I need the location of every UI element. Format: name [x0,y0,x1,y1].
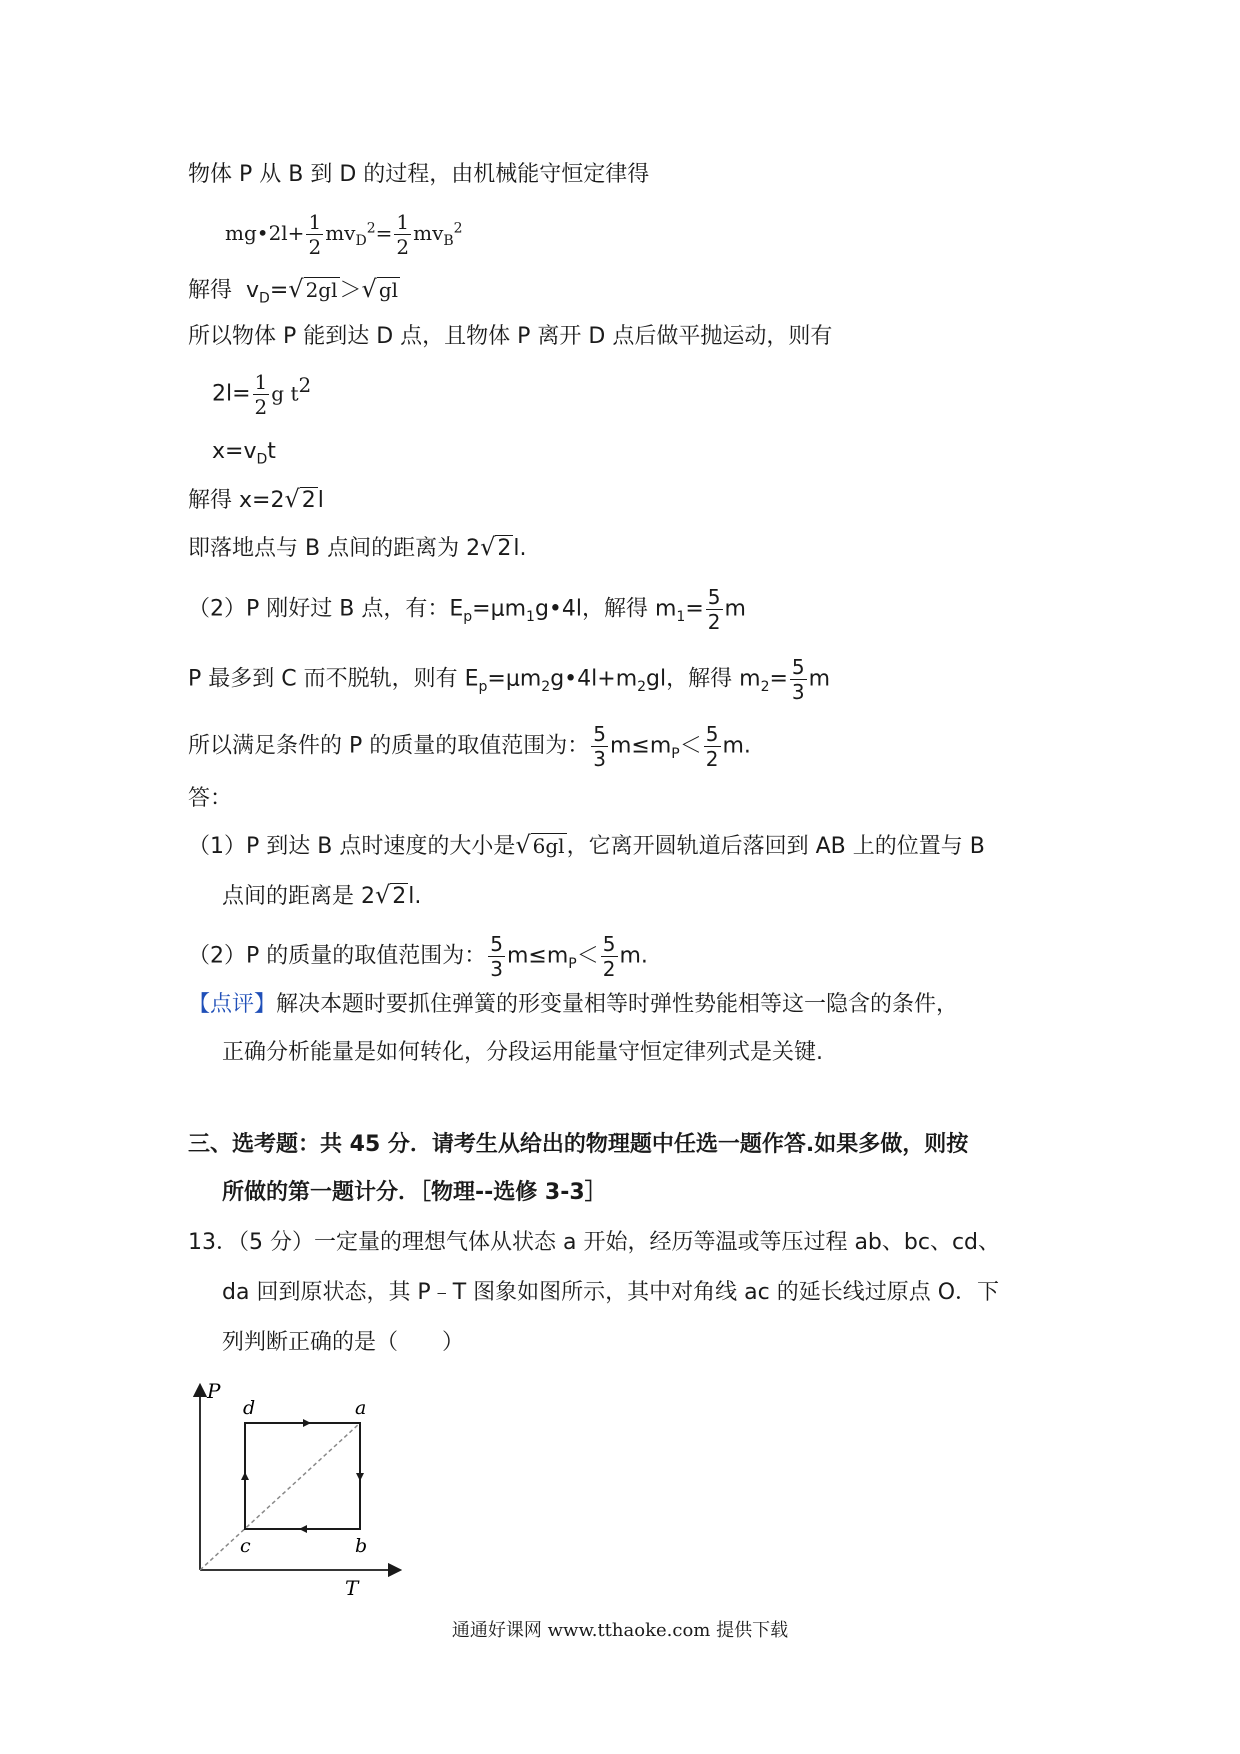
solution-vd: 解得 $v_D=√$ 2gl＞√ gl [188,275,399,307]
question-13-cont: 列判断正确的是（ ） [222,1330,465,1355]
text-line: 点间的距离是 2√2l. [222,880,421,912]
sqrt-expression: √2 [284,485,316,513]
comment-tag: 【点评】 [188,992,277,1017]
arrow-da [303,1419,311,1427]
answer-label: 答： [188,786,233,811]
arrow-ab [356,1473,364,1481]
diagonal-ac-line [200,1423,360,1570]
sqrt-expression: √2 [375,881,407,909]
point-label-a: a [355,1397,367,1419]
fraction: $\frac{5}{2}$ [705,722,719,771]
point-label-b: b [355,1535,368,1557]
eq-term: mg•2l+ [225,221,305,245]
sqrt-expression: √ 2gl [288,275,338,303]
text-line: P 最多到 C 而不脱轨，则有 $E_p=\mu m_2g•4l+m_2gl$，解得 $m_2=$ $\frac{5}{3}$ m [188,655,831,704]
fraction: $\frac{1}{2}$ [396,210,410,259]
text-line: 所以物体 P 能到达 D 点，且物体 P 离开 D 点后做平抛运动，则有 [188,324,833,349]
fraction: $\frac{5}{2}$ [602,932,616,981]
sqrt-expression: √ gl [361,275,399,303]
arrow-bc [299,1525,307,1533]
text-line: 所以满足条件的 P 的质量的取值范围为： $\frac{5}{3}$ $m\le m_P<$ $\frac{5}{2}$ m. [188,722,751,771]
text-line: （2）P 的质量的取值范围为： $\frac{5}{3}$ $m\le m_P<$ $\frac{5}{2}$ m. [188,932,648,981]
question-13: 13．（5 分）一定量的理想气体从状态 a 开始，经历等温或等压过程 ab、bc、cd、 [188,1230,1001,1255]
fraction: $\frac{5}{3}$ [593,722,606,771]
axis-label-t: T [345,1576,359,1600]
question-13-cont: da 回到原状态，其 P﹣T 图象如图所示，其中对角线 ac 的延长线过原点 O．下 [222,1280,1000,1305]
comment-line: 【点评】解决本题时要抓住弹簧的形变量相等时弹性势能相等这一隐含的条件， [188,992,959,1017]
sqrt-expression: √ 6gl [515,831,565,859]
equation-fall: 2l= $\frac{1}{2}$ g $t^2$ [212,370,312,419]
point-label-d: d [243,1397,256,1419]
pt-diagram [185,1380,415,1605]
text-line: （2）P 刚好过 B 点，有：$E_p=\mu m_1g•4l$，解得 $m_1=$ $\frac{5}{2}$ m [188,585,746,634]
text-line: （1）P 到达 B 点时速度的大小是√ 6gl，它离开圆轨道后落回到 AB 上的位置与 B [188,830,985,862]
fraction: $\frac{5}{3}$ [490,932,503,981]
fraction: $\frac{1}{2}$ [254,370,268,419]
fraction: $\frac{5}{3}$ [791,655,805,704]
section-heading: 三、选考题：共 45 分．请考生从给出的物理题中任选一题作答.如果多做，则按 [188,1132,969,1157]
equation-energy: mg•2l+ $\frac{1}{2}$ $mv_D^2=$ $\frac{1}{2}$ $mv_B^2$ [225,210,463,259]
arrow-cd [241,1472,249,1480]
text-line: 即落地点与 B 点间的距离为 2√2l. [188,532,526,564]
fraction: $\frac{1}{2}$ [308,210,322,259]
text-line: 物体 P 从 B 到 D 的过程，由机械能守恒定律得 [188,162,650,187]
solution-x: 解得 x=2√2l [188,484,324,516]
point-label-c: c [240,1535,251,1557]
text-line: 正确分析能量是如何转化，分段运用能量守恒定律列式是关键. [222,1040,823,1065]
page-footer: 通通好课网 www.tthaoke.com 提供下载 [451,1620,789,1641]
axis-label-p: P [207,1380,221,1403]
section-heading-cont: 所做的第一题计分．［物理--选修 3-3］ [222,1180,607,1205]
fraction: $\frac{5}{2}$ [707,585,721,634]
equation-x: $x=v_Dt$ [212,439,276,468]
sqrt-expression: √2 [480,533,512,561]
